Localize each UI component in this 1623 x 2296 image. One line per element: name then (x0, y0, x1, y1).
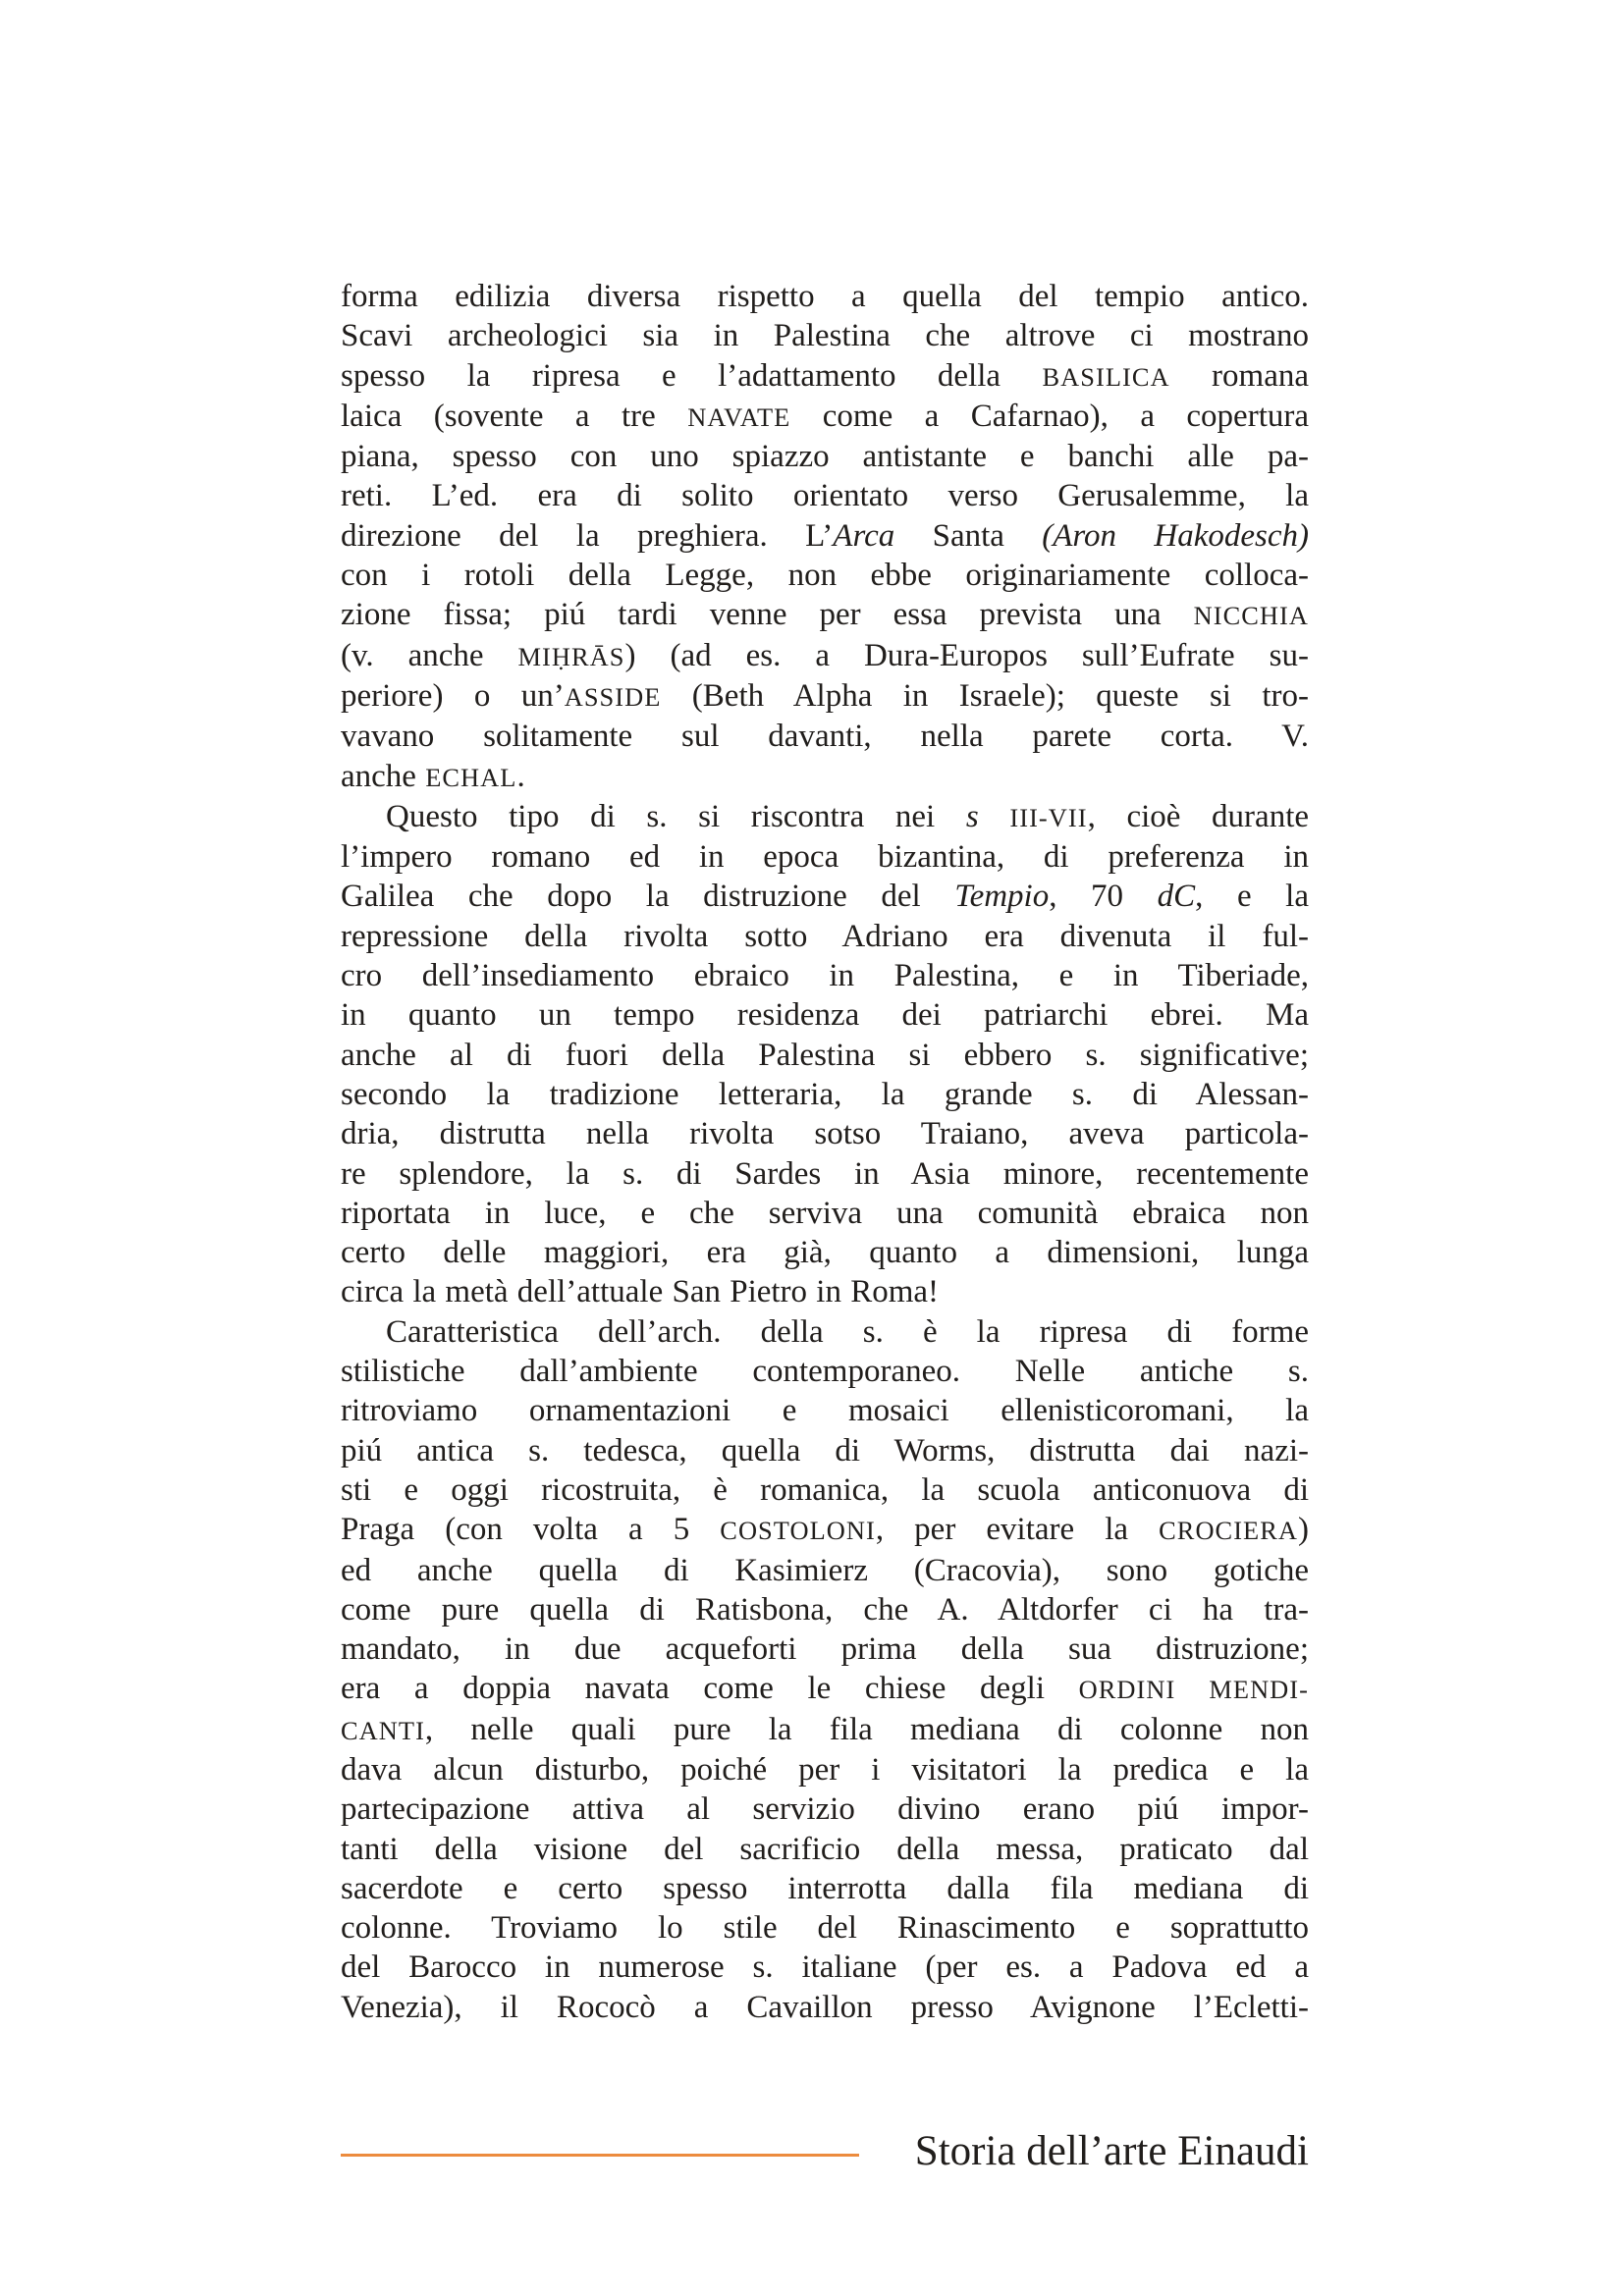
text-line: era a doppia navata come le chiese degli ORDINI MENDI- (341, 1671, 1309, 1707)
text-line: l’impero romano ed in epoca bizantina, di preferenza in (341, 839, 1309, 876)
text-line: reti. L’ed. era di solito orientato verso Gerusalemme, la (341, 478, 1309, 514)
text-line: Venezia), il Rococò a Cavaillon presso Avignone l’Ecletti- (341, 1989, 1309, 2025)
text-line: dava alcun disturbo, poiché per i visitatori la predica e la (341, 1751, 1309, 1788)
text-line: spesso la ripresa e l’adattamento della BASILICA romana (341, 357, 1309, 394)
footer-text: Storia dell’arte Einaudi (914, 2128, 1309, 2174)
text-line: certo delle maggiori, era già, quanto a dimensioni, lunga (341, 1235, 1309, 1271)
text-line: circa la metà dell’attuale San Pietro in Roma! (341, 1274, 940, 1310)
text-line: anche ECHAL. (341, 758, 525, 794)
text-line: colonne. Troviamo lo stile del Rinascimento e soprattutto (341, 1910, 1309, 1947)
text-line: periore) o un’ASSIDE (Beth Alpha in Israele); queste si tro- (341, 677, 1309, 714)
text-line: sti e oggi ricostruita, è romanica, la scuola anticonuova di (341, 1471, 1309, 1508)
text-line: Caratteristica dell’arch. della s. è la ripresa di forme (386, 1313, 1309, 1350)
text-line: cro dell’insediamento ebraico in Palestina, e in Tiberiade, (341, 958, 1309, 994)
text-line: secondo la tradizione letteraria, la grande s. di Alessan- (341, 1076, 1309, 1112)
text-line: (v. anche MIḤRĀS) (ad es. a Dura-Europos sull’Eufrate su- (341, 637, 1309, 673)
text-line: del Barocco in numerose s. italiane (per es. a Padova ed a (341, 1949, 1309, 1986)
text-line: tanti della visione del sacrificio della messa, praticato dal (341, 1831, 1309, 1867)
text-line: vavano solitamente sul davanti, nella parete corta. V. (341, 719, 1309, 755)
text-line: piana, spesso con uno spiazzo antistante e banchi alle pa- (341, 439, 1309, 475)
text-line: riportata in luce, e che serviva una comunità ebraica non (341, 1195, 1309, 1231)
text-line: Scavi archeologici sia in Palestina che altrove ci mostrano (341, 318, 1309, 354)
text-line: Questo tipo di s. si riscontra nei s III-VII, cioè durante (386, 798, 1310, 834)
text-line: mandato, in due acqueforti prima della sua distruzione; (341, 1631, 1309, 1668)
text-line: repressione della rivolta sotto Adriano era divenuta il ful- (341, 918, 1309, 954)
text-line: Galilea che dopo la distruzione del Tempio, 70 dC, e la (341, 879, 1309, 915)
text-line: con i rotoli della Legge, non ebbe originariamente colloca- (341, 558, 1309, 594)
text-line: dria, distrutta nella rivolta sotso Traiano, aveva particola- (341, 1116, 1309, 1152)
paragraph (341, 797, 1309, 1312)
text-line: stilistiche dall’ambiente contemporaneo. Nelle antiche s. (341, 1354, 1309, 1390)
text-line: partecipazione attiva al servizio divino erano piú impor- (341, 1791, 1309, 1828)
text-line: come pure quella di Ratisbona, che A. Altdorfer ci ha tra- (341, 1591, 1309, 1628)
text-line: re splendore, la s. di Sardes in Asia minore, recentemente (341, 1155, 1309, 1192)
text-line: sacerdote e certo spesso interrotta dalla fila mediana di (341, 1870, 1309, 1906)
text-line: direzione del la preghiera. L’Arca Santa (Aron Hakodesch) (341, 517, 1309, 554)
paragraph (341, 1312, 1309, 2027)
body-text (341, 277, 1309, 2027)
text-line: CANTI, nelle quali pure la fila mediana di colonne non (341, 1711, 1309, 1747)
text-line: zione fissa; piú tardi venne per essa prevista una NICCHIA (341, 597, 1309, 633)
text-line: ed anche quella di Kasimierz (Cracovia), sono gotiche (341, 1552, 1309, 1588)
text-line: in quanto un tempo residenza dei patriarchi ebrei. Ma (341, 997, 1309, 1034)
text-line: anche al di fuori della Palestina si ebbero s. significative; (341, 1037, 1309, 1073)
text-line: forma edilizia diversa rispetto a quella del tempio antico. (341, 279, 1309, 314)
text-line: piú antica s. tedesca, quella di Worms, distrutta dai nazi- (341, 1432, 1309, 1468)
paragraph (341, 277, 1309, 797)
text-line: ritroviamo ornamentazioni e mosaici ellenisticoromani, la (341, 1393, 1309, 1429)
text-line: Praga (con volta a 5 COSTOLONI, per evitare la CROCIERA) (341, 1512, 1310, 1548)
text-line: laica (sovente a tre NAVATE come a Cafarnao), a copertura (341, 398, 1310, 434)
